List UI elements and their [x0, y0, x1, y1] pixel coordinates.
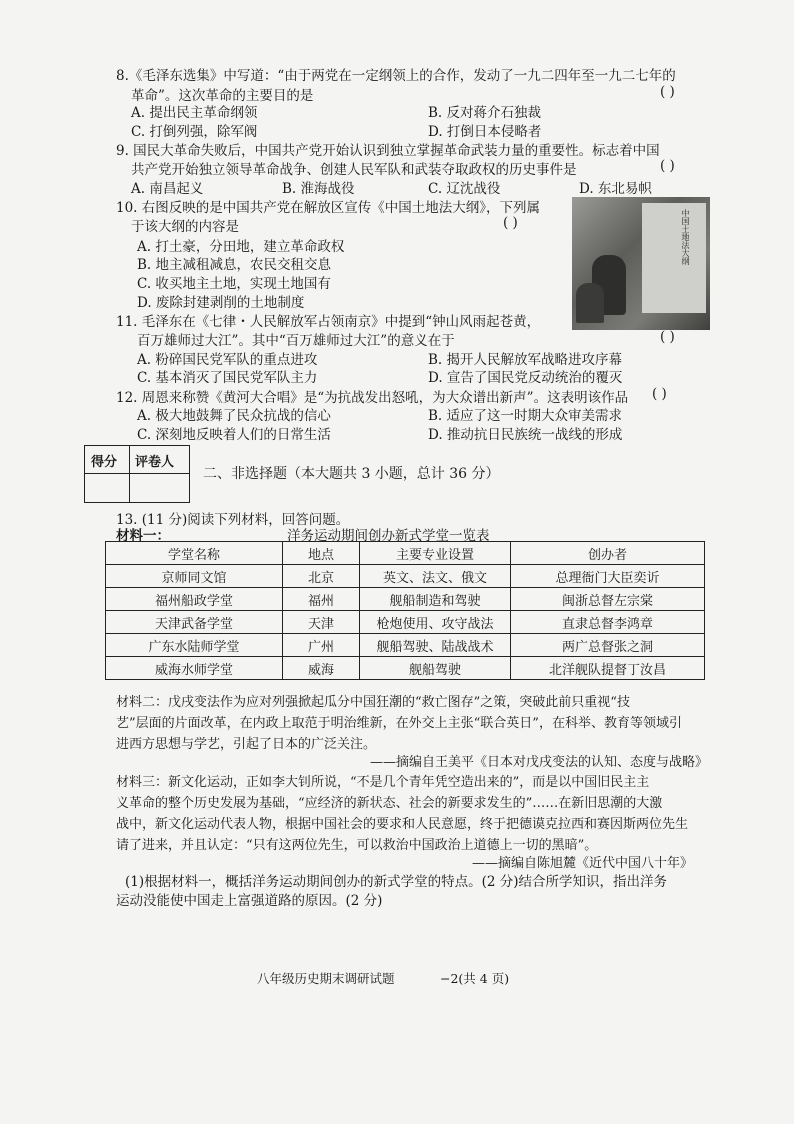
q10-answer-paren: ( ) — [503, 215, 518, 231]
q9-option-d: D. 东北易帜 — [579, 181, 652, 197]
cell-location: 福州 — [283, 588, 360, 611]
q9-answer-paren: ( ) — [660, 158, 675, 174]
q13-sub1-line2: 运动没能使中国走上富强道路的原因。(2 分) — [116, 893, 383, 909]
table-title: 洋务运动期间创办新式学堂一览表 — [287, 528, 490, 544]
person-figure — [576, 283, 604, 323]
q12-option-d: D. 推动抗日民族统一战线的形成 — [428, 427, 623, 443]
reviewer-label: 评卷人 — [135, 455, 175, 470]
table-row — [106, 634, 705, 657]
q11-stem-line1: 11. 毛泽东在《七律・人民解放军占领南京》中提到“钟山风雨起苍黄， — [116, 314, 541, 330]
cell-founder: 闽浙总督左宗棠 — [511, 588, 705, 611]
q11-option-a: A. 粉碎国民党军队的重点进攻 — [137, 352, 318, 368]
cell-location: 天津 — [283, 611, 360, 634]
header-school-name: 学堂名称 — [106, 542, 283, 565]
q12-answer-paren: ( ) — [652, 386, 667, 402]
material2-line1: 材料二：戊戌变法作为应对列强掀起瓜分中国狂潮的“救亡图存”之策，突破此前只重视“技 — [116, 695, 630, 710]
cell-school: 天津武备学堂 — [106, 611, 283, 634]
cell-school: 福州船政学堂 — [106, 588, 283, 611]
q8-stem-line1: 8.《毛泽东选集》中写道：“由于两党在一定纲领上的合作，发动了一九二四年至一九二七年的 — [116, 68, 676, 84]
section-heading: 二、非选择题（本大题共 3 小题，总计 36 分） — [203, 466, 500, 482]
q12-stem: 12. 周恩来称赞《黄河大合唱》是“为抗战发出怒吼，为大众谱出新声”。这表明该作品 — [116, 390, 629, 406]
cell-school: 广东水陆师学堂 — [106, 634, 283, 657]
cell-location: 北京 — [283, 565, 360, 588]
q9-option-b: B. 淮海战役 — [282, 181, 355, 197]
cell-location: 广州 — [283, 634, 360, 657]
q8-option-c: C. 打倒列强，除军阀 — [131, 124, 258, 140]
material2-line2: 艺”层面的片面改革，在内政上取范于明治维新，在外交上主张“联合英日”，在科举、教育等领域引 — [116, 716, 682, 731]
score-label: 得分 — [91, 455, 118, 470]
material3-line2: 义革命的整个历史发展为基础，“应经济的新状态、社会的新要求发生的”……在新旧思潮的大激 — [116, 796, 663, 811]
q11-answer-paren: ( ) — [660, 329, 675, 345]
cell-founder: 北洋舰队提督丁汝昌 — [511, 657, 705, 680]
cell-founder: 总理衙门大臣奕䜣 — [511, 565, 705, 588]
cell-majors: 枪炮使用、攻守战法 — [360, 611, 511, 634]
cell-majors: 舰船驾驶 — [360, 657, 511, 680]
q10-option-b: B. 地主减租减息，农民交租交息 — [137, 257, 332, 273]
cell-school: 威海水师学堂 — [106, 657, 283, 680]
q9-stem-line1: 9. 国民大革命失败后，中国共产党开始认识到独立掌握革命武装力量的重要性。标志着中国 — [116, 143, 660, 159]
header-founder: 创办者 — [511, 542, 705, 565]
material3-line4: 请了进来，并且认定：“只有这两位先生，可以救治中国政治上道德上一切的黑暗”。 — [116, 838, 598, 853]
header-location: 地点 — [283, 542, 360, 565]
table-header-row — [106, 542, 705, 565]
table-row — [106, 657, 705, 680]
cell-founder: 直隶总督李鸿章 — [511, 611, 705, 634]
material3-line1: 材料三：新文化运动，正如李大钊所说，“不是几个青年凭空造出来的”，而是以中国旧民主主 — [116, 775, 650, 790]
q12-option-c: C. 深刻地反映着人们的日常生活 — [137, 427, 331, 443]
material2-line3: 进西方思想与学艺，引起了日本的广泛关注。 — [116, 737, 377, 752]
table-row — [106, 611, 705, 634]
q9-option-c: C. 辽沈战役 — [428, 181, 501, 197]
q9-stem-line2: 共产党开始独立领导革命战争、创建人民军队和武装夺取政权的历史事件是 — [131, 162, 577, 178]
q8-answer-paren: ( ) — [660, 84, 675, 100]
q12-option-b: B. 适应了这一时期大众审美需求 — [428, 408, 623, 424]
q8-option-a: A. 提出民主革命纲领 — [131, 105, 258, 121]
material3-line3: 战中，新文化运动代表人物，根据中国社会的要求和人民意愿，终于把德谟克拉西和赛因斯两位先生 — [116, 817, 689, 832]
cell-founder: 两广总督张之洞 — [511, 634, 705, 657]
material2-source: ——摘编自王美平《日本对戊戌变法的认知、态度与战略》 — [370, 755, 709, 770]
header-majors: 主要专业设置 — [360, 542, 511, 565]
score-box — [84, 445, 190, 503]
q10-option-c: C. 收买地主土地，实现土地国有 — [137, 276, 331, 292]
q8-option-b: B. 反对蒋介石独裁 — [428, 105, 542, 121]
q10-stem-line2: 于该大纲的内容是 — [131, 219, 239, 235]
q8-option-d: D. 打倒日本侵略者 — [428, 124, 542, 140]
cell-majors: 舰船制造和驾驶 — [360, 588, 511, 611]
q13-sub1-line1: (1)根据材料一，概括洋务运动期间创办的新式学堂的特点。(2 分)结合所学知识，指出洋务 — [125, 874, 668, 890]
material1-label: 材料一： — [116, 528, 170, 544]
material3-source: ——摘编自陈旭麓《近代中国八十年》 — [472, 856, 694, 871]
cell-school: 京师同文馆 — [106, 565, 283, 588]
table-row — [106, 588, 705, 611]
poster-text: 中国土地法大纲 — [681, 209, 690, 265]
cell-location: 威海 — [283, 657, 360, 680]
cell-majors: 舰船驾驶、陆战战术 — [360, 634, 511, 657]
land-law-propaganda-photo — [572, 197, 710, 330]
poster-board — [642, 203, 706, 313]
q10-stem-line1: 10. 右图反映的是中国共产党在解放区宣传《中国土地法大纲》，下列属 — [116, 200, 541, 216]
q9-option-a: A. 南昌起义 — [131, 181, 204, 197]
schools-table — [105, 541, 705, 680]
q11-option-b: B. 揭开人民解放军战略进攻序幕 — [428, 352, 623, 368]
footer-title: 八年级历史期末调研试题 — [257, 971, 395, 986]
q10-option-d: D. 废除封建剥削的土地制度 — [137, 295, 305, 311]
q10-option-a: A. 打土豪，分田地，建立革命政权 — [137, 239, 345, 255]
q11-option-c: C. 基本消灭了国民党军队主力 — [137, 370, 318, 386]
q8-stem-line2: 革命”。这次革命的主要目的是 — [131, 88, 314, 104]
footer-page-number: −2(共 4 页) — [440, 971, 510, 986]
cell-majors: 英文、法文、俄文 — [360, 565, 511, 588]
q12-option-a: A. 极大地鼓舞了民众抗战的信心 — [137, 408, 331, 424]
q11-stem-line2: 百万雄师过大江”。其中“百万雄师过大江”的意义在于 — [137, 333, 455, 349]
table-row — [106, 565, 705, 588]
q13-intro: 13. (11 分)阅读下列材料，回答问题。 — [116, 512, 350, 528]
q11-option-d: D. 宣告了国民党反动统治的覆灭 — [428, 370, 623, 386]
